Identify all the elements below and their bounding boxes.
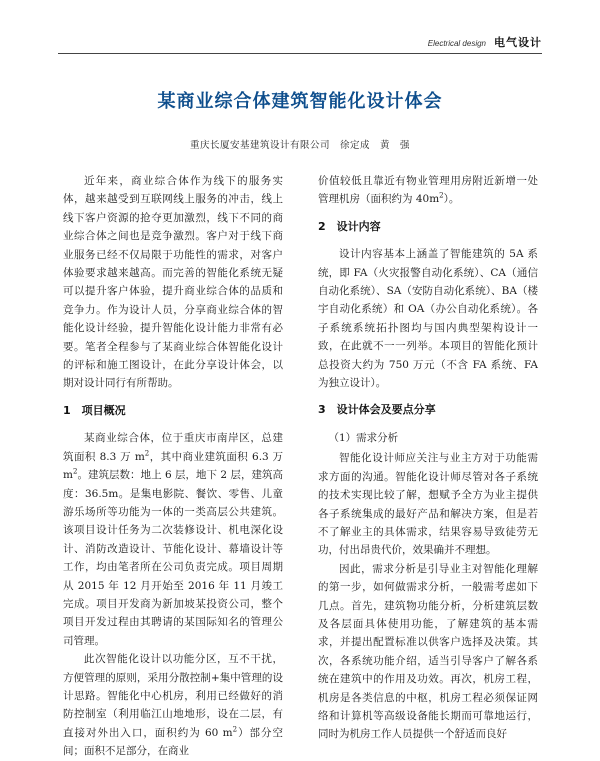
section-3-paragraph-1: 智能化设计师应关注与业主方对于功能需求方面的沟通。智能化设计师尽管对各子系统的技术实现比较了解，想赋予全方为业主提供各子系统集成的最好产品和解决方案，但是若不了解业主的具体需求，结果容易导致徒劳无功，付出昂贵代价，效果确并不理想。 — [318, 452, 538, 557]
left-column — [63, 172, 283, 761]
running-header — [428, 34, 542, 50]
header-rule — [58, 53, 542, 54]
intro-paragraph: 近年来，商业综合体作为线下的服务实体，越来越受到互联网线上服务的冲击，线上线下客户资源的抢夺更加激烈，线下不同的商业综合体之间也是竞争激烈。客户对于线下商业服务已经不仅局限于功能性的需求，对客户体验要求越来越高。而完善的智能化系统无疑可以提升客户体验，提升商业综合体的品质和竞争力。作为设计人员，分享商业综合体的智能化设计经验，提升智能化设计能力非常有必要。笔者全程参与了某商业综合体智能化设计的评标和施工图设计，在此分享设计体会，以期对设计同行有所帮助。 — [63, 175, 283, 390]
section-1-paragraph-2: 此次智能化设计以功能分区，互不干扰，方便管理的原则，采用分散控制+集中管理的设计思路。智能化中心机房，利用已经做好的消防控制室（利用临江山地地形，设在二层，有直接对外出入口，面积约为 60 $m^2$）部分空间；面积不足部分，在商业 — [63, 653, 284, 758]
section-1-paragraph-1: 某商业综合体，位于重庆市南岸区，总建筑面积 8.3 万 $m^2$，其中商业建筑面积 6.3 万 $m^2$。建筑层数：地上 6 层，地下 2 层，建筑高度：36.5m。是集电影院、餐饮、零售、儿童游乐场所等功能为一体的一类高层公共建筑。该项目设计任务为二次装修设计、机电深化设计、消防改造设计、节能化设计、幕墙设计等工作，均由笔者所在公司负责完成。项目周期从 2015 年 12 月开始至 2016 年 11 月竣工完成。项目开发商为新加坡某投资公司，整个项目开发过程由其聘请的某国际知名的管理公司管理。 — [63, 432, 283, 647]
header-english: Electrical design — [427, 39, 486, 48]
section-1-heading: 1 项目概况 — [63, 403, 126, 417]
section-3-paragraph-2: 因此，需求分析是引导业主对智能化理解的第一步，如何做需求分析，一般需考虑如下几点。首先，建筑物功能分析，分析建筑层数及各层面具体使用功能，了解建筑的基本需求，并提出配置标准以供客户选择及决策。其次，各系统功能介绍，适当引导客户了解各系统在建筑中的作用及功效。再次，机房工程，机房是各类信息的中枢，机房工程必须保证网络和计算机等高级设备能长期而可靠地运行，同时为机房工作人员提供一个舒适而良好 — [318, 562, 538, 741]
right-column — [318, 172, 538, 744]
article-title: 某商业综合体建筑智能化设计体会 — [157, 91, 443, 112]
header-chinese: 电气设计 — [494, 36, 542, 49]
section-2-paragraph: 设计内容基本上涵盖了智能建筑的 5A 系统，即 FA（火灾报警自动化系统）、CA（通信自动化系统）、SA（安防自动化系统）、BA（楼宇自动化系统）和 OA（办公自动化系统）。各子系统系统拓扑图均与国内典型架构设计一致，在此就不一一列举。本项目的智能化预计总投资大约为 750 万元（不含 FA 系统、FA 为独立设计）。 — [318, 248, 538, 390]
article-authors: 重庆长厦安基建筑设计有限公司 徐定成 黄 强 — [189, 140, 410, 151]
continued-paragraph: 价值较低且靠近有物业管理用房附近新增一处管理机房（面积约为 $40m^2$）。 — [318, 175, 538, 206]
section-2-heading: 2 设计内容 — [318, 219, 381, 233]
subsection-3-1-heading: （1）需求分析 — [328, 431, 399, 444]
section-3-heading: 3 设计体会及要点分享 — [318, 403, 436, 417]
